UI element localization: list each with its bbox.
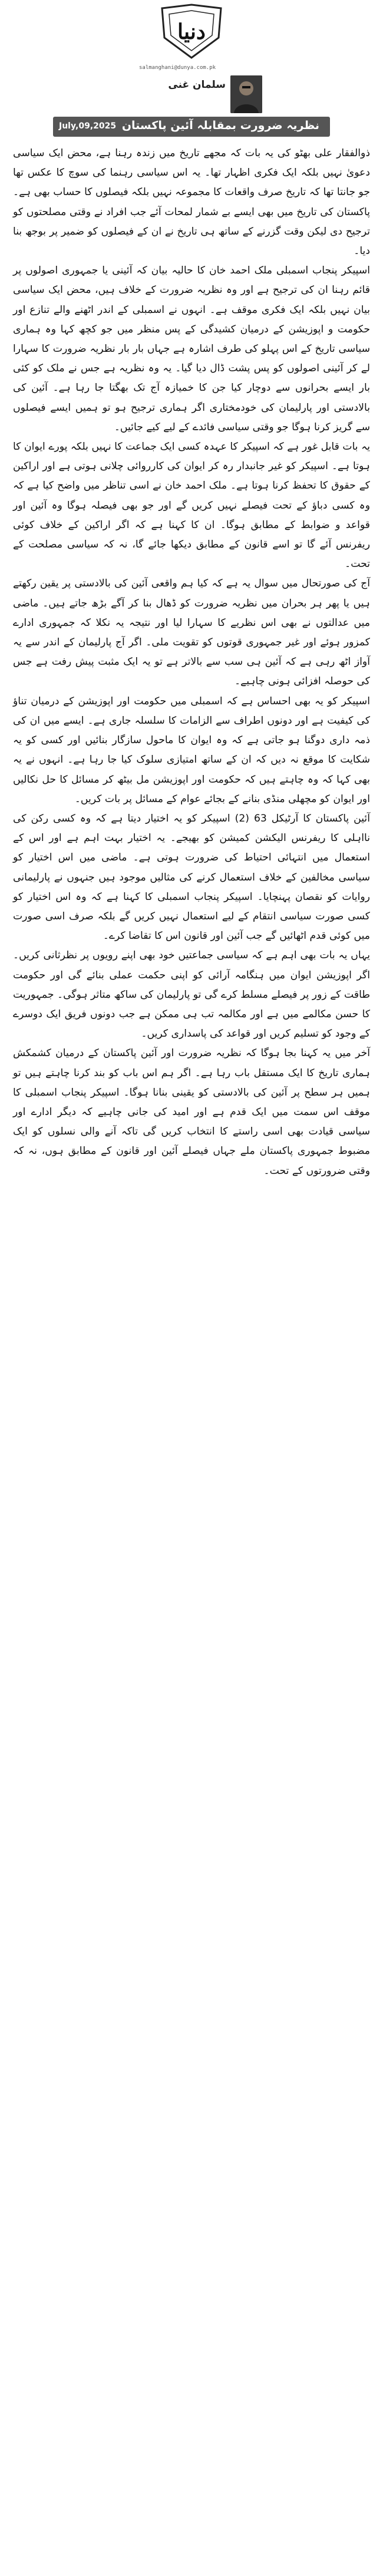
- dunya-logo-icon: [156, 2, 227, 60]
- article-paragraph: اسپیکر پنجاب اسمبلی ملک احمد خان کا حالیہ بیان کہ آئینی یا جمہوری اصولوں پر قائم رہنا ان کی ترجیح ہے اور وہ نظریہ ضرورت کے خلاف ہیں، محض ایک سیاسی بیان نہیں بلکہ ایک فکری موقف ہے۔ انہوں نے اسمبلی کے اندر اٹھنے والے تنازع اور حکومت و اپوزیشن کے درمیان کشیدگی کے پس منظر میں جو کچھ کہا وہ ہماری سیاسی تاریخ کے اس پہلو کی طرف اشارہ ہے جہاں بار بار نظریہ ضرورت کا سہارا لے کر آئینی اصولوں کو پس پشت ڈال دیا گیا۔ یہ وہ نظریہ ہے جس نے ملک کو کئی بار ایسے بحرانوں سے دوچار کیا جن کا خمیازہ آج تک بھگتا جا رہا ہے۔ آئین کی بالادستی اور پارلیمان کی خودمختاری اگر ہماری ترجیح ہو تو ہمیں ایسے فیصلوں سے گریز کرنا ہوگا جو وقتی سیاسی فائدے کے لیے کیے جائیں۔: [13, 265, 370, 433]
- column-title: نظریہ ضرورت بمقابلہ آئین پاکستان: [121, 119, 319, 132]
- article-paragraph: آئین پاکستان کا آرٹیکل 63 (2) اسپیکر کو یہ اختیار دیتا ہے کہ وہ کسی رکن کی نااہلی کا ریفرنس الیکشن کمیشن کو بھیجے۔ یہ اختیار بہت اہم ہے اور اس کے استعمال میں انتہائی احتیاط کی ضرورت ہوتی ہے۔ ماضی میں اس اختیار کو سیاسی مخالفین کے خلاف استعمال کرنے کی مثالیں موجود ہیں جنہوں نے پارلیمانی روایات کو نقصان پہنچایا۔ اسپیکر پنجاب اسمبلی کا کہنا ہے کہ وہ اس اختیار کو کسی صورت سیاسی انتقام کے لیے استعمال نہیں کریں گے بلکہ صرف اسی صورت میں کوئی قدم اٹھائیں گے جب آئین اور قانون اس کا تقاضا کرے۔: [13, 812, 370, 942]
- article-body: [13, 144, 370, 1181]
- article-paragraph: ذوالفقار علی بھٹو کی یہ بات کہ مجھے تاریخ میں زندہ رہنا ہے، محض ایک سیاسی دعویٰ نہیں بلکہ ایک فکری اظہار تھا۔ یہ اس سیاسی رہنما کی سوچ کا عکس تھا جو جانتا تھا کہ تاریخ صرف واقعات کا مجموعہ نہیں بلکہ فیصلوں کا حساب بھی ہے۔ پاکستان کی تاریخ میں بھی ایسے بے شمار لمحات آئے جب افراد نے وقتی مصلحتوں کو ترجیح دی لیکن وقت گزرنے کے ساتھ ہی تاریخ نے ان کے فیصلوں کو ضمیر پر بوجھ بنا دیا۔: [13, 147, 370, 258]
- column-header: [0, 0, 383, 137]
- author-box: [127, 75, 262, 114]
- author-name: سلمان غنی: [168, 79, 226, 91]
- author-contact: salmanghani@dunya.com.pk: [139, 65, 216, 71]
- column-banner: [53, 117, 330, 137]
- article-paragraph: یہ بات قابل غور ہے کہ اسپیکر کا عہدہ کسی ایک جماعت کا نہیں بلکہ پورے ایوان کا ہوتا ہے۔ اسپیکر کو غیر جانبدار رہ کر ایوان کی کارروائی چلانی ہوتی ہے اور اراکین کے حقوق کا تحفظ کرنا ہوتا ہے۔ ملک احمد خان نے اسی تناظر میں واضح کیا ہے کہ وہ کسی دباؤ کے تحت فیصلے نہیں کریں گے اور جو بھی فیصلہ ہوگا وہ آئین اور قواعد و ضوابط کے مطابق ہوگا۔ ان کا کہنا ہے کہ اگر اراکین کے خلاف کوئی ریفرنس آئے گا تو اسے قانون کے مطابق دیکھا جائے گا، نہ کہ سیاسی مصلحت کے تحت۔: [13, 441, 370, 570]
- logo-text: دنیا: [177, 19, 206, 44]
- article-paragraph: آج کی صورتحال میں سوال یہ ہے کہ کیا ہم واقعی آئین کی بالادستی پر یقین رکھتے ہیں یا پھر ہر بحران میں نظریہ ضرورت کو ڈھال بنا کر آگے بڑھ جاتے ہیں۔ ماضی میں عدالتوں نے بھی اس نظریے کا سہارا لیا اور نتیجہ یہ نکلا کہ جمہوری ادارے کمزور ہوئے اور غیر جمہوری قوتوں کو تقویت ملی۔ اگر آج پارلیمان کے اندر سے یہ آواز اٹھ رہی ہے کہ آئین ہی سب سے بالاتر ہے تو یہ ایک مثبت پیش رفت ہے جس کی حوصلہ افزائی ہونی چاہیے۔: [13, 578, 370, 688]
- article-paragraph: اسپیکر کو یہ بھی احساس ہے کہ اسمبلی میں حکومت اور اپوزیشن کے درمیان تناؤ کی کیفیت ہے اور دونوں اطراف سے الزامات کا سلسلہ جاری ہے۔ ایسے میں ان کی ذمہ داری دوگنا ہو جاتی ہے کہ وہ ایوان کا ماحول سازگار بنائیں اور کسی کو یہ شکایت کا موقع نہ دیں کہ ان کے ساتھ امتیازی سلوک کیا جا رہا ہے۔ انہوں نے یہ بھی کہا کہ وہ چاہتے ہیں کہ حکومت اور اپوزیشن مل بیٹھ کر مسائل کا حل نکالیں اور ایوان کو مچھلی منڈی بنانے کے بجائے عوام کے مسائل پر بات کریں۔: [13, 695, 370, 805]
- column-date: July,09,2025: [59, 121, 117, 131]
- author-photo-icon: [230, 75, 262, 113]
- article-paragraph: یہاں یہ بات بھی اہم ہے کہ سیاسی جماعتیں خود بھی اپنے رویوں پر نظرثانی کریں۔ اگر اپوزیشن ایوان میں ہنگامہ آرائی کو اپنی حکمت عملی بنائے گی اور حکومت طاقت کے زور پر فیصلے مسلط کرے گی تو پارلیمان کی ساکھ متاثر ہوگی۔ جمہوریت کا حسن مکالمے میں ہے اور مکالمہ تب ہی ممکن ہے جب دونوں فریق ایک دوسرے کے وجود کو تسلیم کریں اور قواعد کی پاسداری کریں۔: [13, 949, 370, 1040]
- article-paragraph: آخر میں یہ کہنا بجا ہوگا کہ نظریہ ضرورت اور آئین پاکستان کے درمیان کشمکش ہماری تاریخ کا ایک مستقل باب رہا ہے۔ اگر ہم اس باب کو بند کرنا چاہتے ہیں تو ہمیں ہر سطح پر آئین کی بالادستی کو یقینی بنانا ہوگا۔ اسپیکر پنجاب اسمبلی کا موقف اس سمت میں ایک قدم ہے اور امید کی جانی چاہیے کہ دیگر ادارے اور سیاسی قیادت بھی اسی راستے کا انتخاب کریں گی تاکہ آنے والی نسلوں کو ایک مضبوط جمہوری پاکستان ملے جہاں فیصلے آئین اور قانون کے مطابق ہوں، نہ کہ وقتی ضرورتوں کے تحت۔: [13, 1047, 370, 1177]
